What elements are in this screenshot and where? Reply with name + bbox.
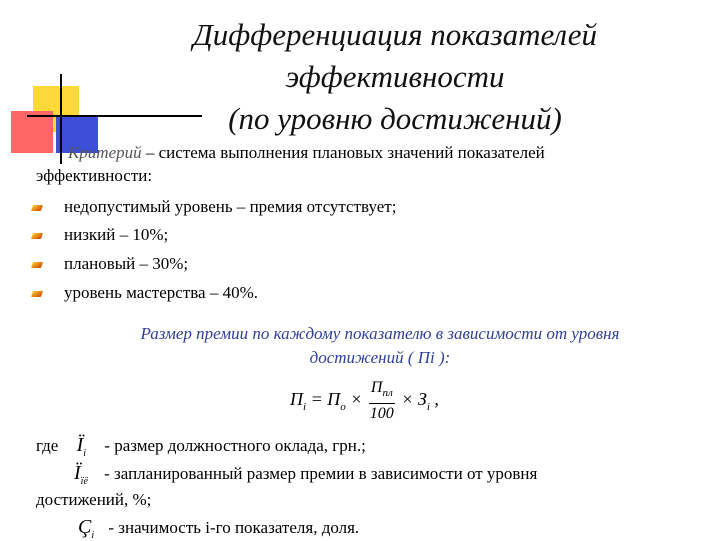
decor-vertical-line	[60, 74, 62, 164]
list-item-text: низкий – 10%;	[64, 225, 169, 244]
list-item	[32, 254, 188, 274]
def3-symbol: $Ç_i$	[78, 516, 95, 541]
formula-term3-sub: i	[426, 400, 430, 413]
where-label: где	[36, 436, 59, 455]
bullet-icon	[31, 205, 43, 211]
formula-lhs: П	[290, 389, 303, 410]
formula-times-1: ×	[345, 389, 367, 410]
formula-fraction	[369, 378, 395, 424]
def1-text: - размер должностного оклада, грн.;	[104, 436, 366, 455]
formula-caption-line-2: достижений ( Пi ):	[309, 348, 451, 367]
definition-2-continuation: достижений, %;	[36, 490, 152, 509]
formula-numerator: $П_{пл}$	[369, 378, 395, 404]
def1-symbol: $Ï_i$	[76, 434, 87, 459]
formula-times-2: ×	[396, 389, 418, 410]
formula-term1: П	[327, 389, 341, 410]
bonus-formula	[290, 378, 439, 424]
list-item	[32, 197, 396, 217]
formula-lhs-sub: i	[303, 400, 307, 413]
criterion-text: – система выполнения плановых значений показателей	[141, 143, 545, 162]
bullet-icon	[31, 233, 43, 239]
title-line-3: (по уровню достижений)	[228, 101, 562, 136]
decor-red-square	[11, 111, 53, 153]
definition-3	[78, 516, 359, 541]
slide-title	[130, 14, 660, 140]
formula-caption	[90, 322, 670, 370]
def2-text: - запланированный размер премии в зависимости от уровня	[104, 464, 538, 483]
title-line-1: Дифференциация показателей	[192, 17, 598, 52]
formula-term3: З	[417, 389, 427, 410]
title-line-2: эффективности	[285, 59, 505, 94]
bullet-icon	[31, 291, 43, 297]
criterion-continuation: эффективности:	[36, 166, 153, 185]
definition-2	[74, 462, 537, 487]
list-item-text: недопустимый уровень – премия отсутствует;	[64, 197, 397, 216]
def2-symbol: $Ï_{ïë}$	[74, 462, 88, 487]
list-item-text: уровень мастерства – 40%.	[64, 283, 259, 302]
formula-tail: ,	[429, 389, 439, 410]
criterion-term: Критерий	[68, 143, 142, 162]
list-item-text: плановый – 30%;	[64, 254, 189, 273]
list-item	[32, 225, 168, 245]
def3-text: - значимость i-го показателя, доля.	[108, 518, 360, 537]
list-item	[32, 283, 258, 303]
criterion-line	[68, 143, 545, 163]
definition-1	[36, 434, 366, 459]
bullet-icon	[31, 262, 43, 268]
formula-term1-sub: о	[340, 400, 346, 413]
formula-caption-line-1: Размер премии по каждому показателю в зависимости от уровня	[140, 324, 620, 343]
formula-denominator: 100	[369, 405, 394, 423]
formula-eq: =	[306, 389, 328, 410]
